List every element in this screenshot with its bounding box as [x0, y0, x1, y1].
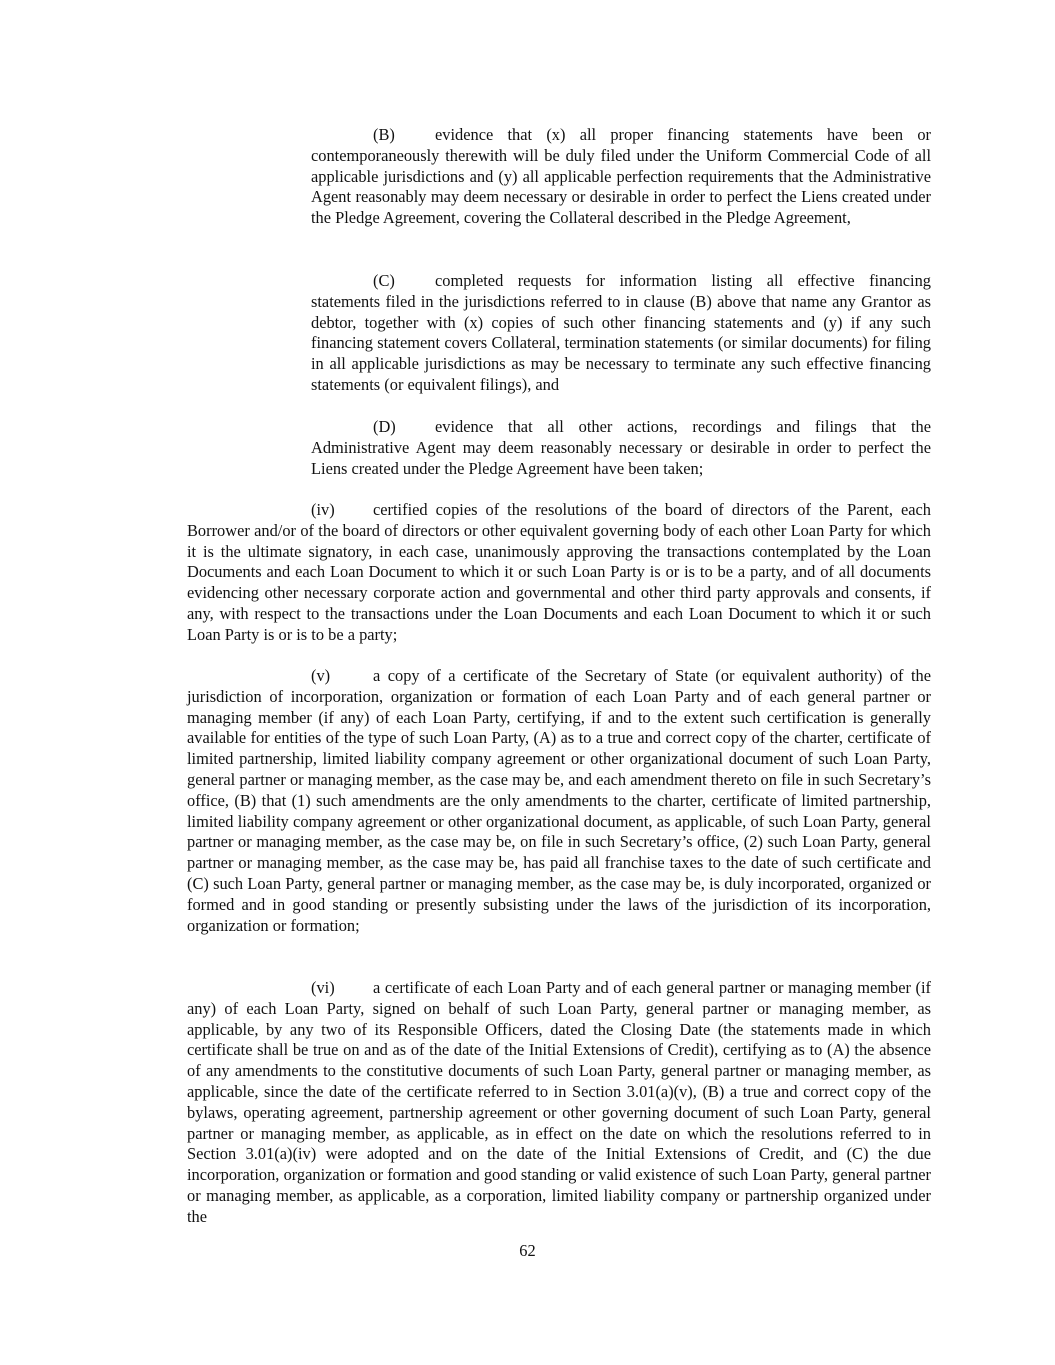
page-number: 62 [519, 1241, 536, 1260]
clause-b [311, 125, 931, 229]
clause-iv [187, 500, 931, 646]
clause-label: (D) [373, 417, 396, 436]
clause-text: evidence that (x) all proper financing statements have been or contemporaneously therewith will be duly filed under the Uniform Commercial Code of all applicable jurisdictions and (y) all applicable perfection requirements that the Administrative Agent reasonably may deem necessary or desirable in order to perfect the Liens created under the Pledge Agreement, covering the Collateral described in the Pledge Agreement, [311, 125, 931, 228]
clause-v [187, 666, 931, 936]
clause-label: (iv) [311, 500, 335, 519]
clause-label: (v) [311, 666, 331, 685]
clause-d [311, 417, 931, 479]
clause-label: (vi) [311, 978, 335, 997]
clause-label: (B) [373, 125, 395, 144]
clause-text: a copy of a certificate of the Secretary of State (or equivalent authority) of the jurisdiction of incorporation, organization or formation of each Loan Party and of each general partner or managing member (if any) of each Loan Party, certifying, if and to the extent such certification is generally available for entities of the type of such Loan Party, (A) as to a true and correct copy of the charter, certificate of limited partnership, limited liability company agreement or other organizational document of such Loan Party, general partner or managing member, as the case may be, and each amendment thereto on file in such Secretary’s office, (B) that (1) such amendments are the only amendments to the charter, certificate of limited partnership, limited liability company agreement or other organizational document, as applicable, of such Loan Party, general partner or managing member, as the case may be, on file in such Secretary’s office, (2) such Loan Party, general partner or managing member, as the case may be, has paid all franchise taxes to the date of such certificate and (C) such Loan Party, general partner or managing member, as the case may be, is duly incorporated, organized or formed and in good standing or presently subsisting under the laws of the jurisdiction of its incorporation, organization or formation; [187, 666, 931, 935]
clause-c [311, 271, 931, 396]
clause-text: evidence that all other actions, recordings and filings that the Administrative Agent may deem reasonably necessary or desirable in order to perfect the Liens created under the Pledge Agreement have been taken; [311, 417, 931, 478]
clause-text: certified copies of the resolutions of the board of directors of the Parent, each Borrower and/or of the board of directors or other equivalent governing body of each other Loan Party for which it is the ultimate signatory, in each case, unanimously approving the transactions contemplated by the Loan Documents and each Loan Document to which it or such Loan Party is or is to be a party, and of all documents evidencing other necessary corporate action and governmental and other third party approvals and consents, if any, with respect to the transactions under the Loan Documents and each Loan Document to which it or such Loan Party is or is to be a party; [187, 500, 931, 644]
clause-text: completed requests for information listing all effective financing statements filed in the jurisdictions referred to in clause (B) above that name any Grantor as debtor, together with (x) copies of such other financing statements and (y) if any such financing statement covers Collateral, termination statements (or similar documents) for filing in all applicable jurisdictions as may be necessary to terminate any such effective financing statements (or equivalent filings), and [311, 271, 931, 394]
clause-vi [187, 978, 931, 1228]
clause-label: (C) [373, 271, 395, 290]
clause-text: a certificate of each Loan Party and of each general partner or managing member (if any) of each Loan Party, signed on behalf of such Loan Party, general partner or managing member, as applicable, by any two of its Responsible Officers, dated the Closing Date (the statements made in which certificate shall be true on and as of the date of the Initial Extensions of Credit), certifying as to (A) the absence of any amendments to the constitutive documents of such Loan Party, general partner or managing member, as applicable, since the date of the certificate referred to in Section 3.01(a)(v), (B) a true and correct copy of the bylaws, operating agreement, partnership agreement or other governing document of such Loan Party, general partner or managing member, as applicable, as in effect on the date on which the resolutions referred to in Section 3.01(a)(iv) were adopted and on the date of the Initial Extensions of Credit, and (C) the due incorporation, organization or formation and good standing or valid existence of such Loan Party, general partner or managing member, as applicable, as a corporation, limited liability company or partnership organized under the [187, 978, 931, 1226]
